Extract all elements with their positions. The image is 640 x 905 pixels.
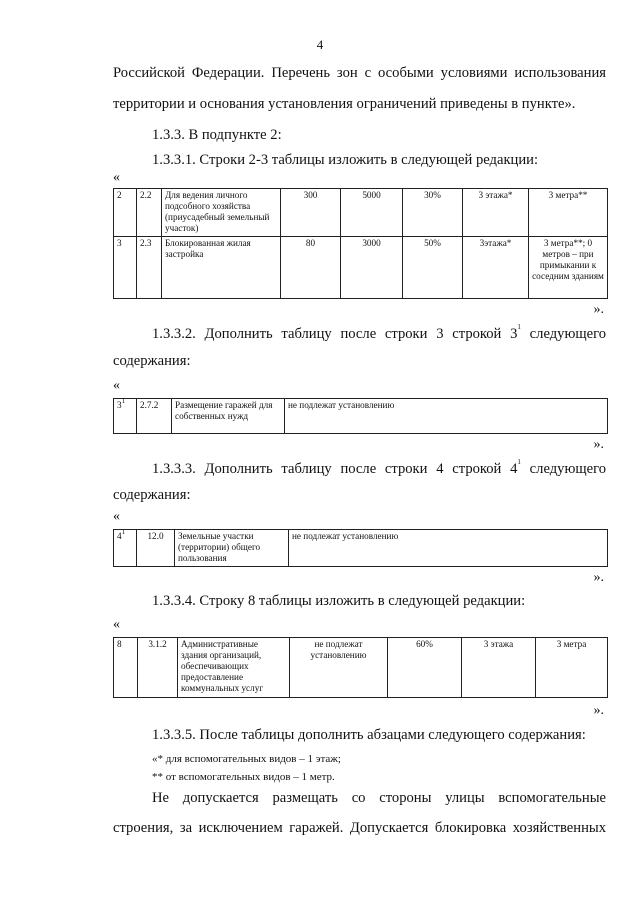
table-cell: 2.3: [137, 237, 162, 299]
table-cell: не подлежат установлению: [285, 399, 608, 434]
table-cell: 2.2: [137, 189, 162, 237]
item-heading: 1.3.3. В подпункте 2:: [152, 127, 282, 143]
paragraph-line: строения, за исключением гаражей. Допускается блокировка хозяйственных: [113, 820, 606, 836]
table-cell: 8: [114, 638, 138, 698]
table-cell: 3 метра**: [529, 189, 608, 237]
table-cell: Блокированная жилая застройка: [162, 237, 281, 299]
table-cell: Для ведения личного подсобного хозяйства (приусадебный земельный участок): [162, 189, 281, 237]
item-heading: 1.3.3.3. Дополнить таблицу после строки 4 строкой $4^1$ следующего: [152, 458, 606, 477]
table-cell: 3000: [341, 237, 403, 299]
open-quote: «: [113, 170, 120, 185]
table-row: [114, 530, 608, 567]
table-cell: Административные здания организаций, обеспечивающих предоставление коммунальных услуг: [178, 638, 290, 698]
close-quote: ».: [593, 302, 604, 317]
item-heading: 1.3.3.5. После таблицы дополнить абзацами следующего содержания:: [152, 727, 586, 743]
item-heading: 1.3.3.2. Дополнить таблицу после строки 3 строкой $3^1$ следующего: [152, 323, 606, 342]
table-cell: 3.1.2: [138, 638, 178, 698]
close-quote: ».: [593, 703, 604, 718]
table-cell: не подлежат установлению: [290, 638, 388, 698]
table-row: [114, 638, 608, 698]
footnote-line: «* для вспомогательных видов – 1 этаж;: [152, 753, 341, 765]
item-heading: 1.3.3.4. Строку 8 таблицы изложить в следующей редакции:: [152, 593, 526, 609]
table-cell: 3 метра: [536, 638, 608, 698]
table-rows-2-3: [113, 188, 608, 299]
paragraph-line: Российской Федерации. Перечень зон с особыми условиями использования: [113, 65, 606, 81]
table-cell: 300: [281, 189, 341, 237]
open-quote: «: [113, 509, 120, 524]
table-cell: 2.7.2: [137, 399, 172, 434]
table-row: [114, 399, 608, 434]
table-cell: 30%: [403, 189, 463, 237]
table-cell: 3этажа*: [463, 237, 529, 299]
table-cell: не подлежат установлению: [289, 530, 608, 567]
footnote-line: ** от вспомогательных видов – 1 метр.: [152, 771, 335, 783]
table-cell: 3: [114, 237, 137, 299]
table-cell: Земельные участки (территории) общего пользования: [175, 530, 289, 567]
paragraph-line: содержания:: [113, 487, 191, 503]
table-cell: 50%: [403, 237, 463, 299]
close-quote: ».: [593, 570, 604, 585]
table-row-3-1: [113, 398, 608, 434]
table-cell: Размещение гаражей для собственных нужд: [172, 399, 285, 434]
table-cell: 60%: [388, 638, 462, 698]
table-cell: 12.0: [137, 530, 175, 567]
open-quote: «: [113, 617, 120, 632]
table-cell: 3 метра**; 0 метров – при примыкании к соседним зданиям: [529, 237, 608, 299]
page-number: 4: [316, 37, 324, 52]
table-row-4-1: [113, 529, 608, 567]
item-heading: 1.3.3.1. Строки 2-3 таблицы изложить в следующей редакции:: [152, 152, 539, 168]
table-cell: 2: [114, 189, 137, 237]
paragraph-line: содержания:: [113, 353, 191, 369]
table-cell: $3^1$: [114, 399, 137, 434]
table-cell: 3 этажа*: [463, 189, 529, 237]
table-row-8: [113, 637, 608, 698]
table-cell: $4^1$: [114, 530, 137, 567]
paragraph-line: территории и основания установления ограничений приведены в пункте».: [113, 96, 576, 112]
close-quote: ».: [593, 437, 604, 452]
table-cell: 3 этажа: [462, 638, 536, 698]
table-cell: 5000: [341, 189, 403, 237]
paragraph-line: Не допускается размещать со стороны улицы вспомогательные: [152, 790, 606, 806]
table-cell: 80: [281, 237, 341, 299]
table-row: [114, 189, 608, 237]
open-quote: «: [113, 378, 120, 393]
table-row: [114, 237, 608, 299]
